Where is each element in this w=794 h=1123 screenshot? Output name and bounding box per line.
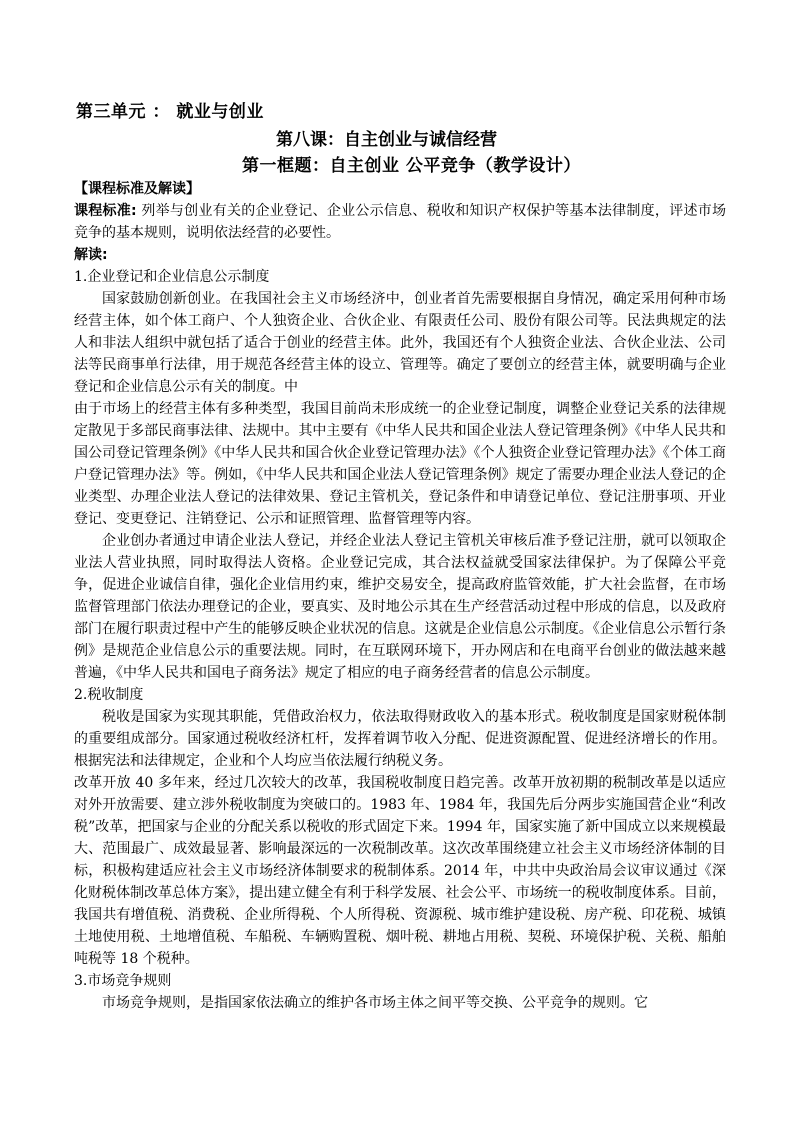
paragraph: 改革开放 40 多年来，经过几次较大的改革，我国税收制度日趋完善。改革开放初期的税制改革是以适应对外开放需要、建立涉外税收制度为突破口的。1983 年、1984 年，我国先后分两步实施国营企业“利改税”改革，把国家与企业的分配关系以税收的形式固定下来。1994 年，国家实施了新中国成立以来规模最大、范围最广、成效最显著、影响最深远的一次税制改革。这次改革围绕建立社会主义市场经济体制的目标，积极构建适应社会主义市场经济体制要求的税制体系。2014 年，中共中央政治局会议审议通过《深化财税体制改革总体方案》，提出建立健全有利于科学发展、社会公平、市场统一的税收制度体系。目前，我国共有增值税、消费税、企业所得税、个人所得税、资源税、城市维护建设税、房产税、印花税、城镇土地使用税、土地增值税、车船税、车辆购置税、烟叶税、耕地占用税、契税、环境保护税、关税、船舶吨税等 18 个税种。 <box>74 775 726 967</box>
frame-title: 第一框题：自主创业 公平竞争（教学设计） <box>242 156 581 176</box>
interpret-label: 解读: <box>74 247 108 263</box>
document-body <box>74 178 726 1014</box>
heading-tax: 2.税收制度 <box>74 687 144 703</box>
paragraph: 市场竞争规则，是指国家依法确立的维护各市场主体之间平等交换、公平竞争的规则。它 <box>102 995 648 1011</box>
paragraph: 企业创办者通过申请企业法人登记，并经企业法人登记主管机关审核后准予登记注册，就可以领取企业法人营业执照，同时取得法人资格。企业登记完成，其合法权益就受国家法律保护。为了保障公平竞争，促进企业诚信自律，强化企业信用约束，维护交易安全，提高政府监管效能，扩大社会监督，在市场监督管理部门依法办理登记的企业，要真实、及时地公示其在生产经营活动过程中形成的信息，以及政府部门在履行职责过程中产生的能够反映企业状况的信息。这就是企业信息公示制度。《企业信息公示暂行条例》是规范企业信息公示的重要法规。同时，在互联网环境下，开办网店和在电商平台创业的做法越来越普遍，《中华人民共和国电子商务法》规定了相应的电子商务经营者的信息公示制度。 <box>74 533 726 681</box>
paragraph: 国家鼓励创新创业。在我国社会主义市场经济中，创业者首先需要根据自身情况，确定采用何种市场经营主体，如个体工商户、个人独资企业、合伙企业、有限责任公司、股份有限公司等。民法典规定的法人和非法人组织中就包括了适合于创业的经营主体。此外，我国还有个人独资企业法、合伙企业法、公司法等民商事单行法律，用于规范各经营主体的设立、管理等。确定了要创立的经营主体，就要明确与企业登记和企业信息公示有关的制度。中 <box>74 291 726 395</box>
heading-competition: 3.市场竞争规则 <box>74 973 172 989</box>
unit-title: 第三单元 ： 就业与创业 <box>76 102 264 122</box>
paragraph: 由于市场上的经营主体有多种类型，我国目前尚未形成统一的企业登记制度，调整企业登记关系的法律规定散见于多部民商事法律、法规中。其中主要有《中华人民共和国企业法人登记管理条例》《中华人民共和国公司登记管理条例》《中华人民共和国合伙企业登记管理办法》《个人独资企业登记管理办法》《个体工商户登记管理办法》等。例如，《中华人民共和国企业法人登记管理条例》规定了需要办理企业法人登记的企业类型、办理企业法人登记的法律效果、登记主管机关，登记条件和申请登记单位、登记注册事项、开业登记、变更登记、注销登记、公示和证照管理、监督管理等内容。 <box>74 401 726 527</box>
standard-label: 课程标准: <box>74 203 137 219</box>
lesson-title: 第八课：自主创业与诚信经营 <box>276 130 497 150</box>
curriculum-standard <box>74 200 726 244</box>
standard-text: 列举与创业有关的企业登记、企业公示信息、税收和知识产权保护等基本法律制度，评述市场竞争的基本规则，说明依法经营的必要性。 <box>74 203 726 241</box>
paragraph: 税收是国家为实现其职能，凭借政治权力，依法取得财政收入的基本形式。税收制度是国家财税体制的重要组成部分。国家通过税收经济杠杆，发挥着调节收入分配、促进资源配置、促进经济增长的作用。根据宪法和法律规定，企业和个人均应当依法履行纳税义务。 <box>74 709 726 769</box>
section-label: 【课程标准及解读】 <box>74 181 200 197</box>
heading-registration: 1.企业登记和企业信息公示制度 <box>74 269 270 285</box>
